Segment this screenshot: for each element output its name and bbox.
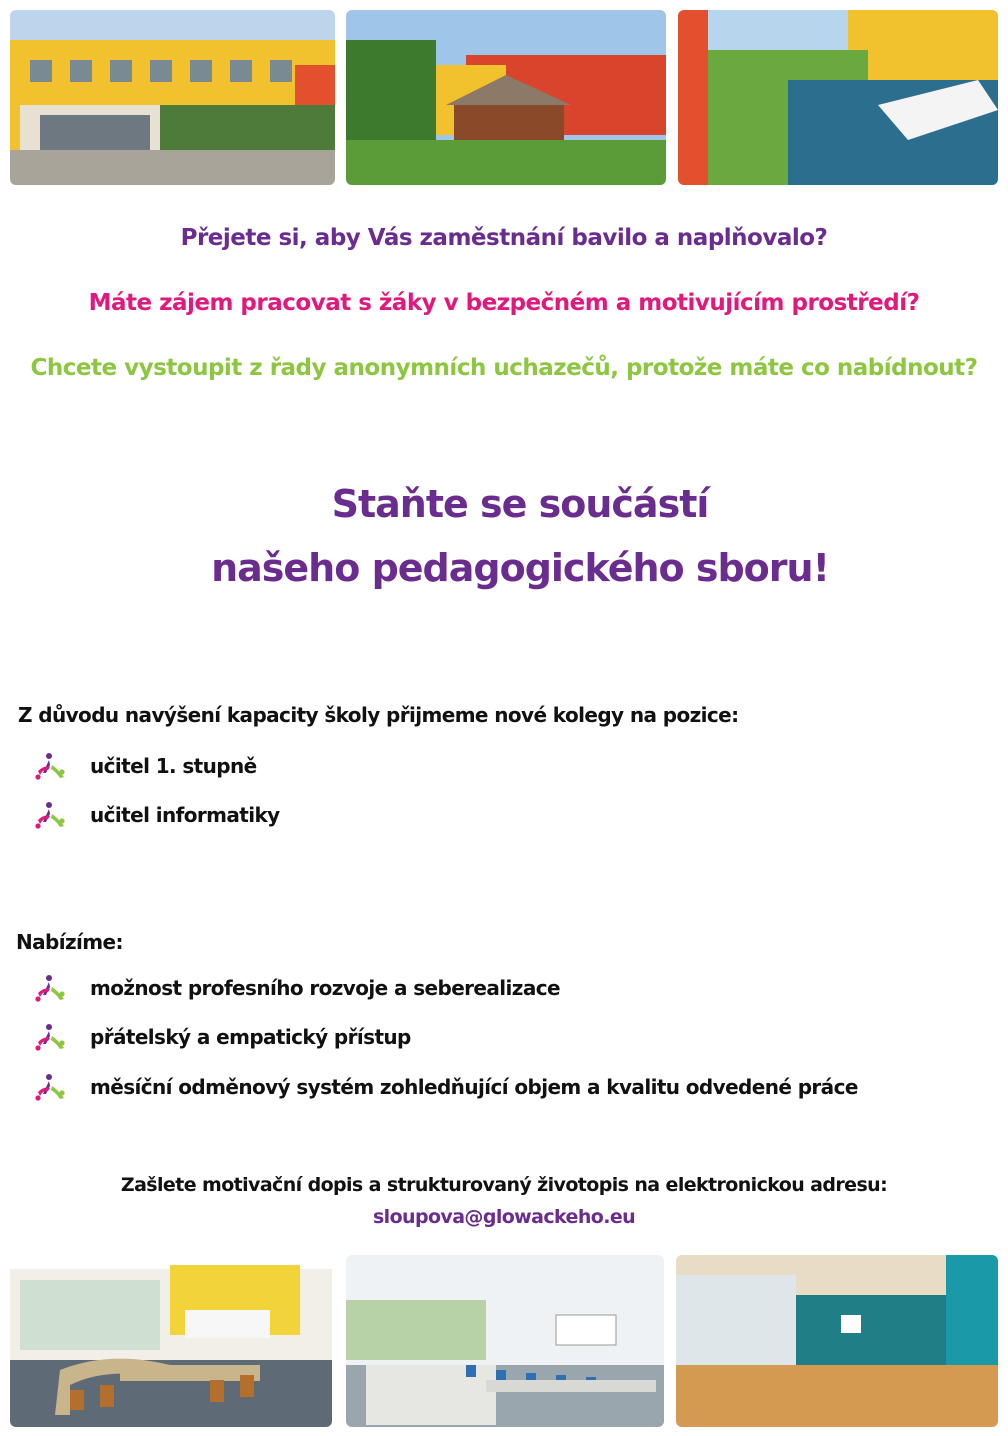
contact-text: Zašlete motivační dopis a strukturovaný životopis na elektronickou adresu:: [120, 1174, 888, 1196]
photo-playground: [678, 10, 998, 185]
people-logo-icon: [34, 1072, 66, 1102]
people-logo-icon: [34, 1022, 66, 1052]
position-item: [34, 750, 257, 782]
photo-gym: [676, 1255, 998, 1427]
question-2: Máte zájem pracovat s žáky v bezpečném a motivujícím prostředí?: [88, 290, 920, 316]
positions-intro: Z důvodu navýšení kapacity školy přijmeme nové kolegy na pozice:: [18, 703, 739, 727]
photo-computer-room: [346, 1255, 664, 1427]
photo-classroom: [10, 1255, 332, 1427]
headline-line-2: našeho pedagogického sboru!: [211, 546, 829, 590]
offer-item: [34, 972, 560, 1004]
headline-line-1: Staňte se součástí: [331, 482, 709, 526]
position-item: [34, 799, 280, 831]
offer-label: měsíční odměnový systém zohledňující objem a kvalitu odvedené práce: [90, 1075, 858, 1099]
offer-label: přátelský a empatický přístup: [90, 1025, 411, 1049]
people-logo-icon: [34, 800, 66, 830]
offer-heading: Nabízíme:: [16, 930, 123, 954]
question-1: Přejete si, aby Vás zaměstnání bavilo a naplňovalo?: [180, 225, 828, 251]
photo-gazebo: [346, 10, 666, 185]
people-logo-icon: [34, 751, 66, 781]
offer-item: [34, 1021, 411, 1053]
offer-label: možnost profesního rozvoje a seberealizace: [90, 976, 560, 1000]
people-logo-icon: [34, 973, 66, 1003]
photo-school-building: [10, 10, 335, 185]
position-label: učitel informatiky: [90, 803, 280, 827]
position-label: učitel 1. stupně: [90, 754, 257, 778]
offer-item: [34, 1071, 858, 1103]
question-3: Chcete vystoupit z řady anonymních uchazečů, protože máte co nabídnout?: [30, 355, 978, 381]
contact-email[interactable]: sloupova@glowackeho.eu: [372, 1206, 636, 1228]
